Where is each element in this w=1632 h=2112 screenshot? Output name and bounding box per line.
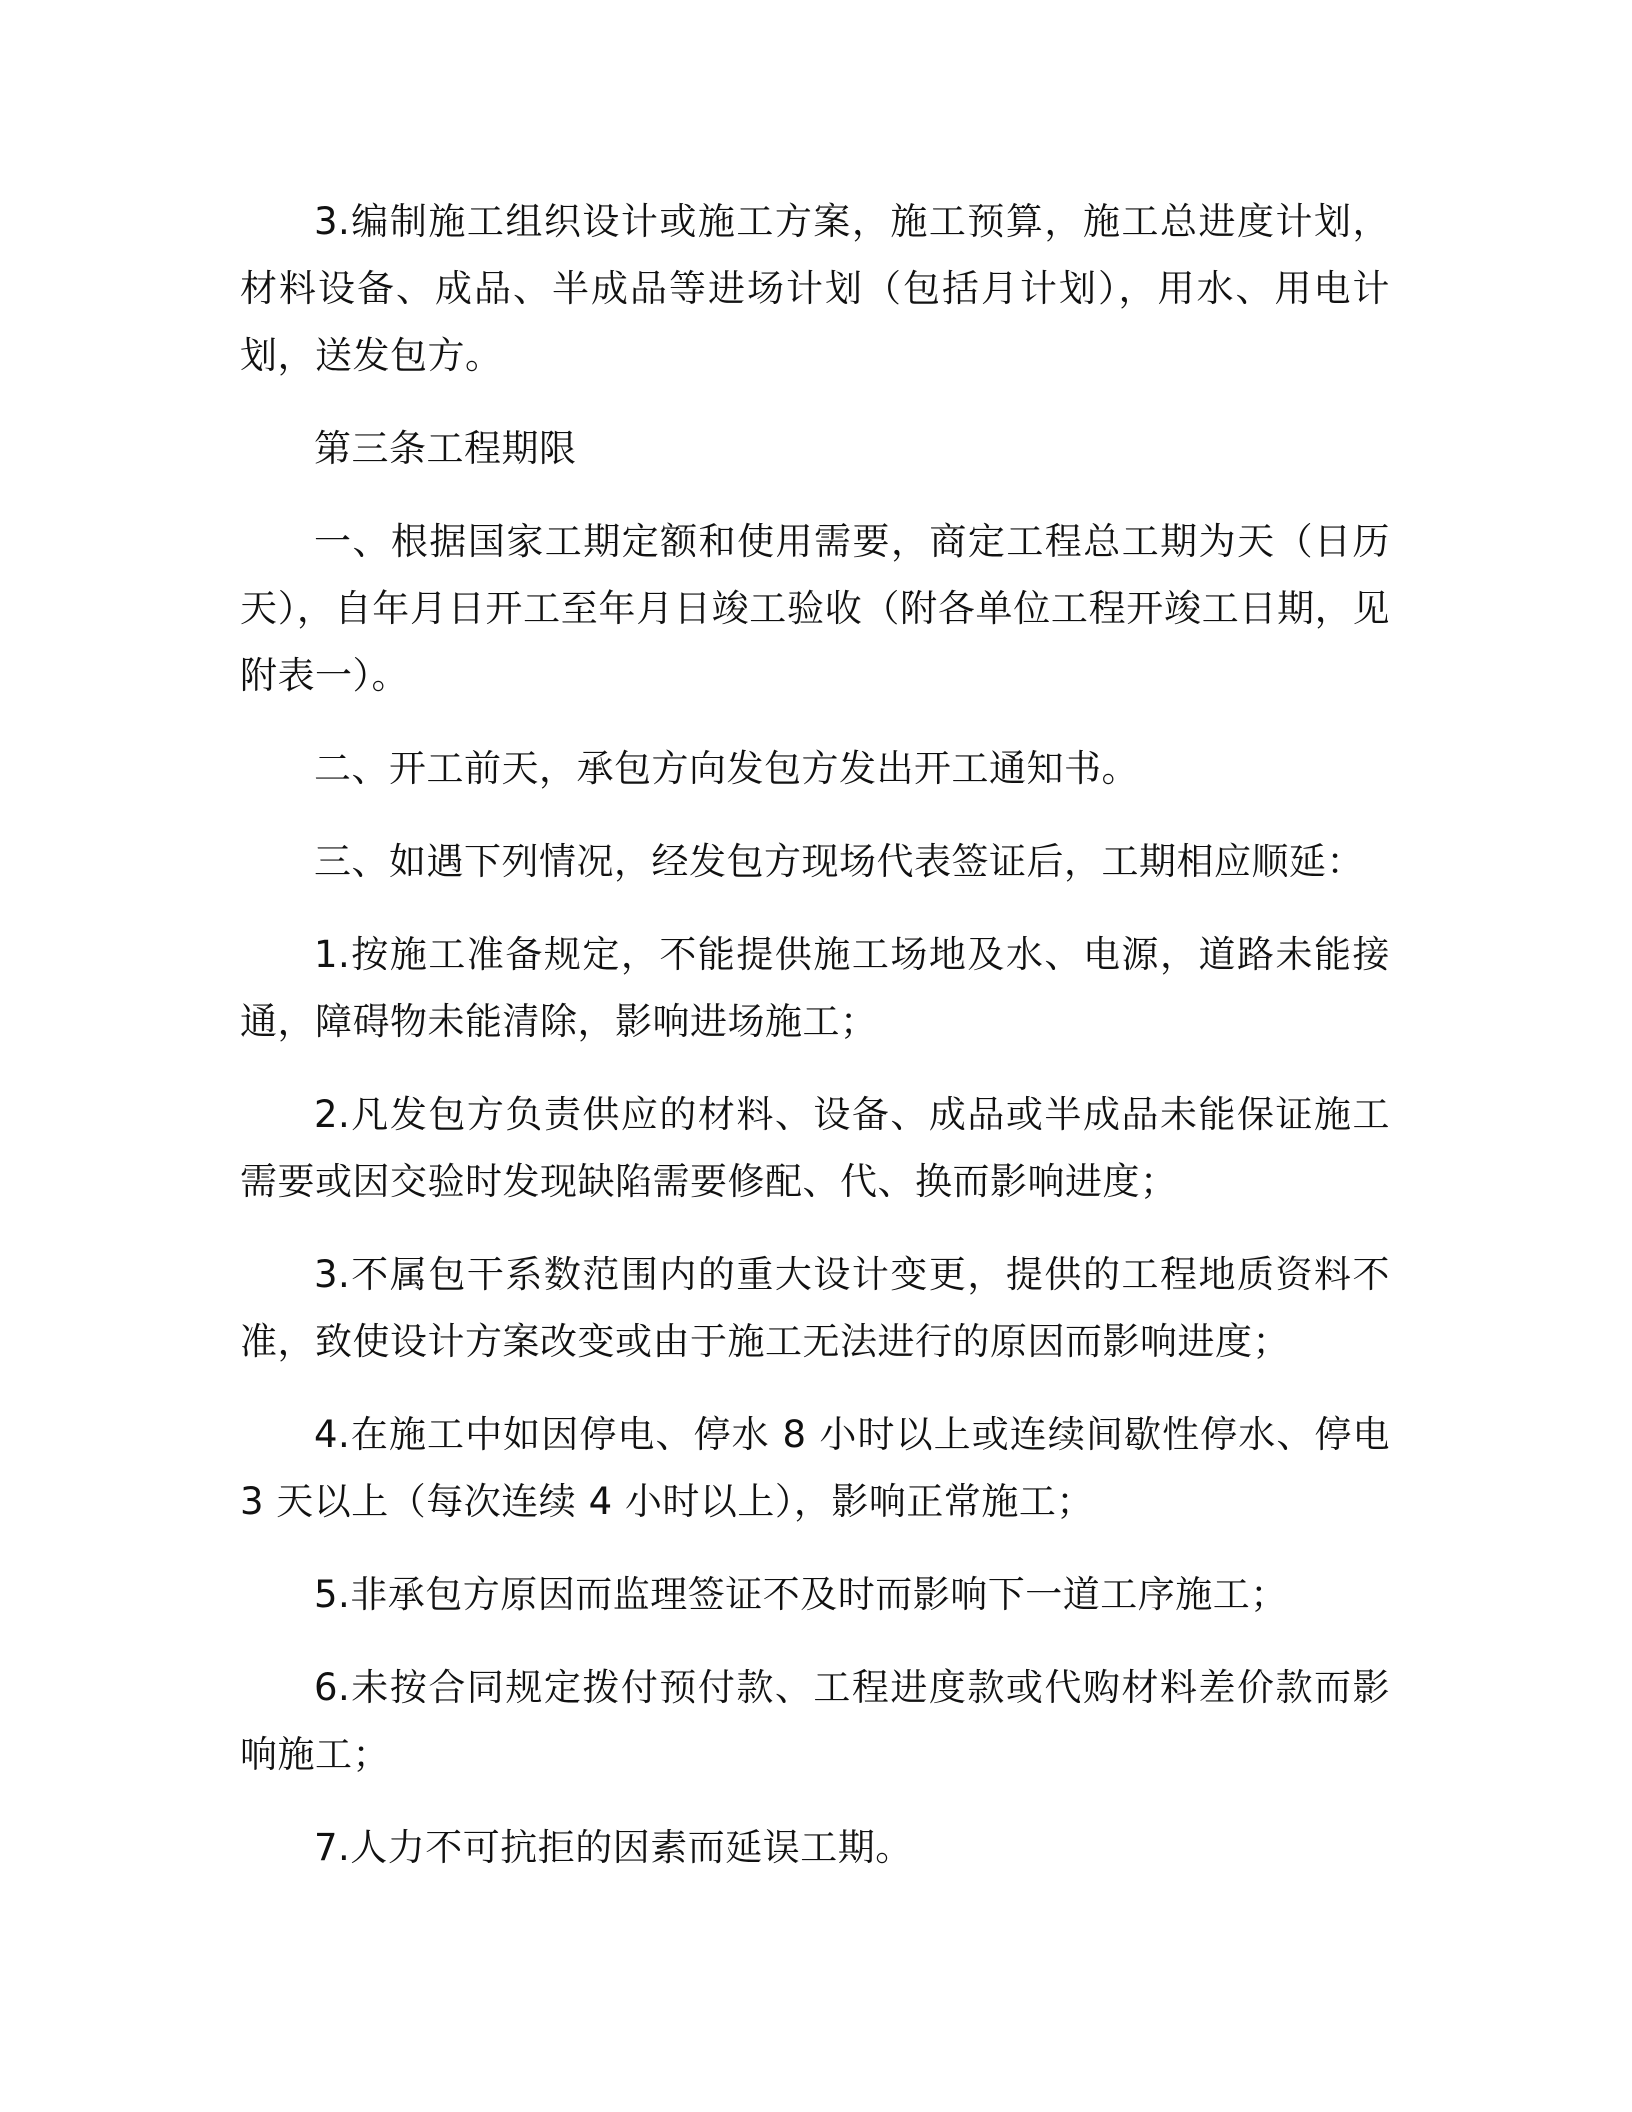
list-item-condition-6: 6.未按合同规定拨付预付款、工程进度款或代购材料差价款而影响施工； (240, 1666, 1390, 1776)
list-item-condition-1: 1.按施工准备规定，不能提供施工场地及水、电源，道路未能接通，障碍物未能清除，影响进场施工； (240, 933, 1390, 1043)
document-body (240, 188, 1390, 1907)
paragraph-start-notice: 二、开工前天，承包方向发包方发出开工通知书。 (314, 747, 1139, 790)
list-item-condition-4: 4.在施工中如因停电、停水 8 小时以上或连续间歇性停水、停电 3 天以上（每次连续 4 小时以上），影响正常施工； (240, 1413, 1390, 1523)
list-item-condition-5: 5.非承包方原因而监理签证不及时而影响下一道工序施工； (314, 1573, 1288, 1616)
list-item-condition-3: 3.不属包干系数范围内的重大设计变更，提供的工程地质资料不准，致使设计方案改变或由于施工无法进行的原因而影响进度； (240, 1253, 1390, 1363)
paragraph-total-duration: 一、根据国家工期定额和使用需要，商定工程总工期为天（日历天），自年月日开工至年月日竣工验收（附各单位工程开竣工日期，见附表一）。 (240, 520, 1390, 697)
list-item-condition-7: 7.人力不可抗拒的因素而延误工期。 (314, 1826, 913, 1869)
paragraph-plan-submission: 3.编制施工组织设计或施工方案，施工预算，施工总进度计划，材料设备、成品、半成品等进场计划（包括月计划），用水、用电计划，送发包方。 (240, 200, 1390, 377)
paragraph-extension-conditions: 三、如遇下列情况，经发包方现场代表签证后，工期相应顺延： (314, 840, 1364, 883)
section-heading-project-duration: 第三条工程期限 (314, 427, 577, 470)
list-item-condition-2: 2.凡发包方负责供应的材料、设备、成品或半成品未能保证施工需要或因交验时发现缺陷需要修配、代、换而影响进度； (240, 1093, 1390, 1203)
